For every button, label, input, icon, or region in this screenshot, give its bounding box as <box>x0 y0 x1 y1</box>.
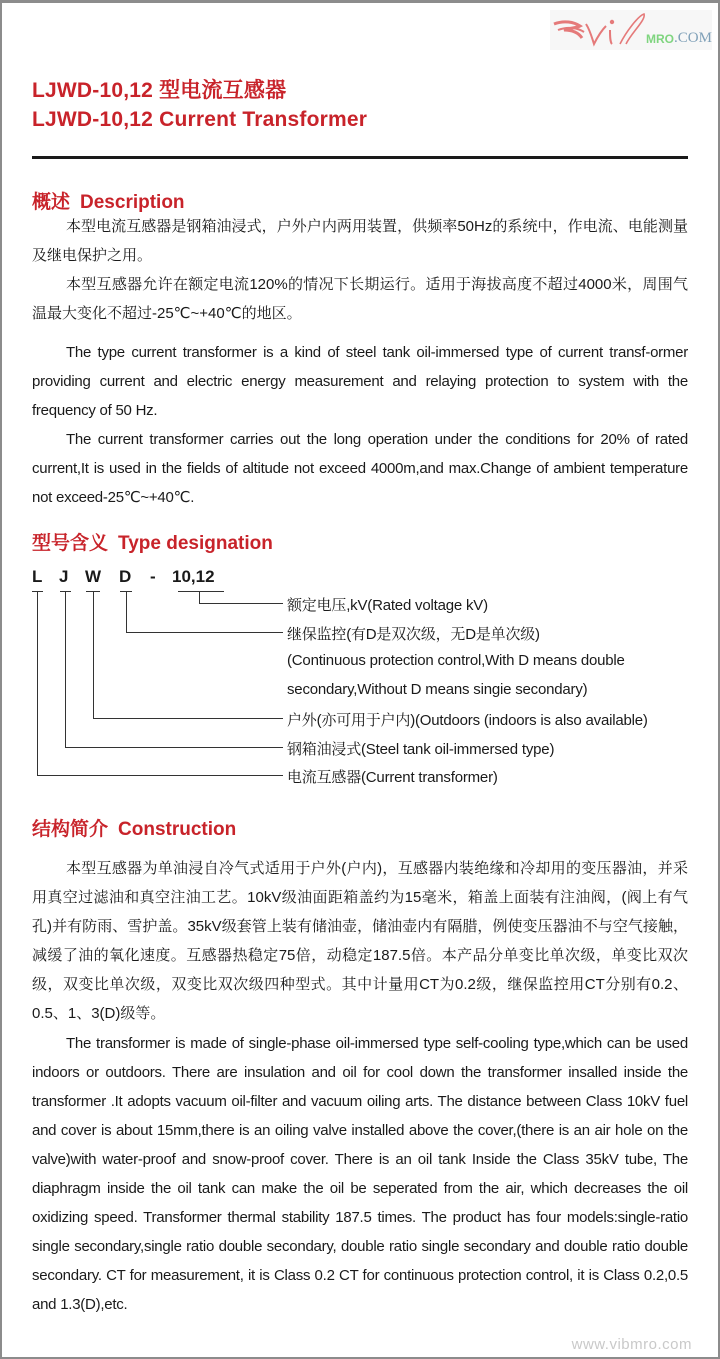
title-divider <box>32 156 688 159</box>
connector-w-h <box>93 718 283 719</box>
label-outdoors: 户外(亦可用于户内)(Outdoors (indoors is also available) <box>287 712 648 729</box>
code-letter-d: D <box>119 567 132 586</box>
label-protection-control-en-2: secondary,Without D means singie secondary) <box>287 681 588 698</box>
code-voltage: 10,12 <box>172 567 215 586</box>
section-heading-cn: 型号含义 <box>32 533 109 554</box>
connector-l-v <box>37 591 38 775</box>
construction-paragraph-cn: 本型互感器为单油浸自冷气式适用于户外(户内)，互感器内装绝缘和冷却用的变压器油，并采用真空过滤油和真空注油工艺。10kV级油面距箱盖约为15毫米，箱盖上面装有注油阀，(阀上有气孔)并有防雨、雪护盖。35kV级套管上装有储油壶，储油壶内有隔腊，例使变压器油不与空气接触，减缓了油的氧化速度。互感器热稳定75倍，动稳定187.5倍。本产品分单变比单次级，单变比双次级，双变比单次级，双变比双次级四种型式。其中计量用CT为0.2级，继保监控用CT分别有0.2、0.5、1、3(D)级等。 <box>32 860 688 1022</box>
connector-d-h <box>126 632 283 633</box>
connector-voltage-v <box>199 591 200 603</box>
code-letter-l: L <box>32 567 43 586</box>
section-heading-en: Type designation <box>118 533 273 554</box>
section-heading-cn: 结构简介 <box>32 819 109 840</box>
label-current-transformer: 电流互感器(Current transformer) <box>287 769 498 786</box>
section-heading-description <box>32 187 185 214</box>
connector-l-h <box>37 775 283 776</box>
brand-mro-text: MRO <box>646 32 674 46</box>
label-protection-control-en-1: (Continuous protection control,With D means double <box>287 652 625 669</box>
description-paragraph-en-2: The current transformer carries out the long operation under the conditions for 20% of rated current,It is used in the fields of altitude not exceed 4000m,and max.Change of ambient temperature not exceed-25℃~+40℃. <box>32 431 688 506</box>
brand-script-icon <box>550 10 650 50</box>
connector-w-v <box>93 591 94 718</box>
connector-d-v <box>126 591 127 632</box>
description-paragraph-en-1: The type current transformer is a kind of steel tank oil-immersed type of current transf-ormer providing current and electric energy measurement and relaying protection to system with the frequency of 50 Hz. <box>32 344 688 419</box>
page-title-cn: LJWD-10,12 型电流互感器 <box>32 79 287 102</box>
code-dash: - <box>150 567 156 586</box>
vibmro-logo[interactable] <box>550 10 712 50</box>
brand-com-text: .COM <box>674 30 712 46</box>
construction-paragraph-en: The transformer is made of single-phase oil-immersed type self-cooling type,which can be used indoors or outdoors. There are insulation and oil for cool down the transformer insalled inside the transformer .It adopts vacuum oil-filter and vacuum oiling arts. The distance between Class 10kV fuel and cover is about 15mm,there is an oiling valve installed above the cover,(there is an air hole on the valve)with water-proof and snow-proof cover. There is an oil tank Inside the Class 35kV tube, The diaphragm inside the oil tank can make the oil be seperated from the air, which decreases the oil oxidizing speed. Transformer thermal stability 187.5 times. The product has four models:single-ratio single secondary,single ratio double secondary, double ratio single secondary and double ratio double secondary. CT for measurement, it is Class 0.2 CT for continuous protection control, it is Class 0.2,0.5 and 1.3(D),etc. <box>32 1035 688 1313</box>
description-paragraph-cn-2: 本型互感器允许在额定电流120%的情况下长期运行。适用于海拔高度不超过4000米，周围气温最大变化不超过-25℃~+40℃的地区。 <box>32 276 688 322</box>
underline-voltage <box>178 591 224 592</box>
section-heading-en: Description <box>80 192 185 213</box>
connector-voltage-h <box>199 603 283 604</box>
section-heading-en: Construction <box>118 819 237 840</box>
label-protection-control-cn: 继保监控(有D是双次级，无D是单次级) <box>287 626 540 643</box>
page-title-en: LJWD-10,12 Current Transformer <box>32 108 368 131</box>
connector-j-h <box>65 747 283 748</box>
label-rated-voltage: 额定电压,kV(Rated voltage kV) <box>287 597 488 614</box>
connector-j-v <box>65 591 66 747</box>
label-steel-tank: 钢箱油浸式(Steel tank oil-immersed type) <box>287 741 555 758</box>
section-heading-cn: 概述 <box>32 192 71 213</box>
section-heading-construction <box>32 814 236 841</box>
code-letter-w: W <box>85 567 102 586</box>
section-heading-type-designation <box>32 528 273 555</box>
footer-watermark: www.vibmro.com <box>571 1336 692 1353</box>
description-paragraph-cn-1: 本型电流互感器是钢箱油浸式，户外户内两用装置，供频率50Hz的系统中，作电流、电能测量及继电保护之用。 <box>32 218 688 264</box>
code-letter-j: J <box>59 567 69 586</box>
